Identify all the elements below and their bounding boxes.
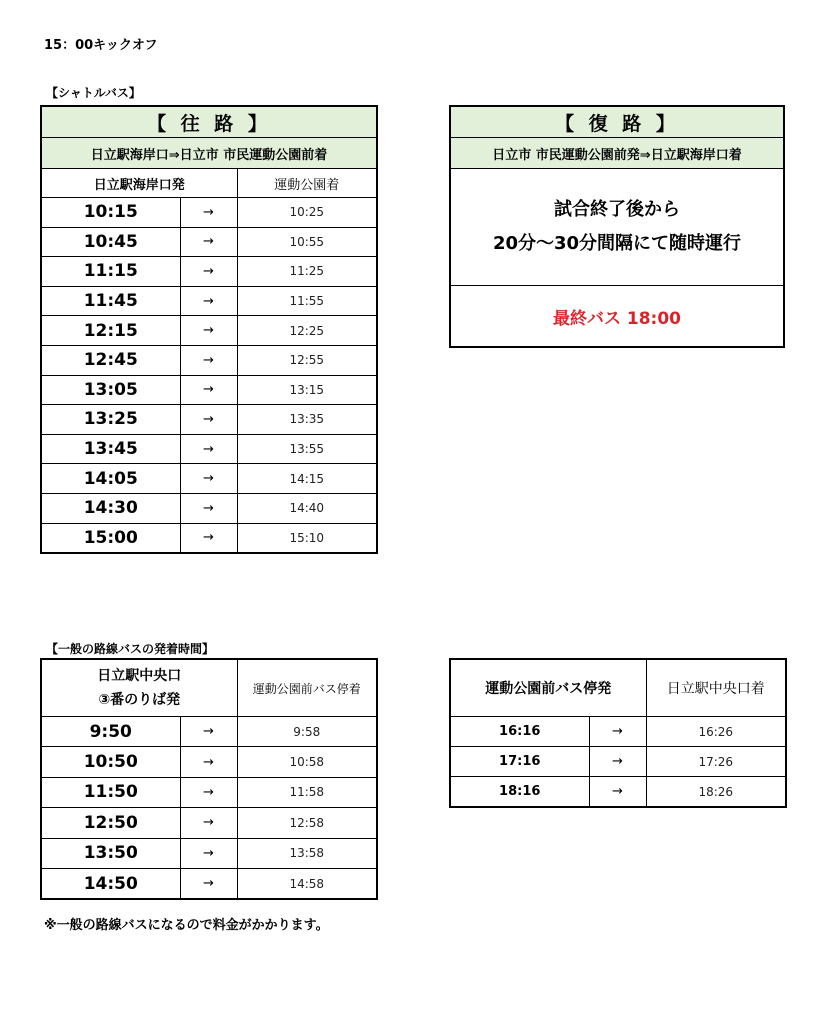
table-row [41, 464, 377, 494]
depart-time: 12:50 [41, 808, 180, 838]
local-outbound-depart-line2: ③番のりば発 [98, 692, 181, 708]
table-row [41, 227, 377, 257]
return-info-line1: 試合終了後から [554, 199, 680, 220]
arrive-time: 10:25 [237, 198, 377, 228]
depart-time: 14:50 [41, 868, 180, 899]
table-row [41, 257, 377, 287]
depart-time: 10:15 [41, 198, 180, 228]
depart-time: 12:15 [41, 316, 180, 346]
arrow-icon: → [180, 868, 237, 899]
depart-time: 13:45 [41, 434, 180, 464]
table-row [41, 345, 377, 375]
local-outbound-rows [41, 717, 377, 900]
table-row [41, 434, 377, 464]
outbound-depart-header: 日立駅海岸口発 [41, 169, 237, 198]
depart-time: 16:16 [450, 717, 589, 747]
arrive-time: 11:55 [237, 286, 377, 316]
shuttle-section-label: 【シャトルバス】 [46, 86, 141, 100]
depart-time: 12:45 [41, 345, 180, 375]
arrow-icon: → [180, 523, 237, 553]
local-bus-section-label: 【一般の路線バスの発着時間】 [46, 642, 215, 656]
arrive-time: 12:58 [237, 808, 377, 838]
arrive-time: 12:25 [237, 316, 377, 346]
arrive-time: 14:40 [237, 493, 377, 523]
outbound-route: 日立駅海岸口⇒日立市 市民運動公園前着 [41, 138, 377, 169]
arrive-time: 12:55 [237, 345, 377, 375]
arrow-icon: → [180, 316, 237, 346]
arrive-time: 10:55 [237, 227, 377, 257]
local-outbound-depart-header [41, 659, 237, 717]
depart-time: 9:50 [41, 717, 180, 747]
arrow-icon: → [180, 198, 237, 228]
arrow-icon: → [180, 405, 237, 435]
table-row [41, 717, 377, 747]
local-outbound-arrive-header: 運動公園前バス停着 [237, 659, 377, 717]
table-row [41, 868, 377, 899]
table-row [41, 198, 377, 228]
return-info-line2: 20分～30分間隔にて随時運行 [492, 233, 742, 254]
depart-time: 18:16 [450, 777, 589, 808]
table-row [41, 316, 377, 346]
arrow-icon: → [180, 286, 237, 316]
table-row [41, 375, 377, 405]
arrive-time: 16:26 [646, 717, 786, 747]
return-route: 日立市 市民運動公園前発⇒日立駅海岸口着 [450, 138, 784, 169]
arrow-icon: → [589, 747, 646, 777]
depart-time: 13:05 [41, 375, 180, 405]
arrive-time: 18:26 [646, 777, 786, 808]
arrive-time: 13:58 [237, 838, 377, 868]
arrow-icon: → [180, 227, 237, 257]
arrive-time: 14:58 [237, 868, 377, 899]
table-row [41, 286, 377, 316]
arrow-icon: → [180, 777, 237, 807]
table-row [450, 717, 786, 747]
arrive-time: 13:35 [237, 405, 377, 435]
fare-note: ※一般の路線バスになるので料金がかかります。 [44, 918, 329, 933]
shuttle-outbound-table [40, 105, 378, 554]
arrive-time: 11:25 [237, 257, 377, 287]
outbound-title: 【 往 路 】 [41, 106, 377, 138]
arrow-icon: → [180, 464, 237, 494]
arrive-time: 14:15 [237, 464, 377, 494]
depart-time: 15:00 [41, 523, 180, 553]
arrow-icon: → [180, 717, 237, 747]
depart-time: 17:16 [450, 747, 589, 777]
table-row [450, 777, 786, 808]
depart-time: 10:50 [41, 747, 180, 777]
arrive-time: 9:58 [237, 717, 377, 747]
arrow-icon: → [589, 777, 646, 808]
outbound-rows [41, 198, 377, 554]
depart-time: 14:30 [41, 493, 180, 523]
local-return-table [449, 658, 787, 808]
outbound-arrive-header: 運動公園着 [237, 169, 377, 198]
shuttle-return-table [449, 105, 785, 348]
local-outbound-depart-line1: 日立駅中央口 [97, 668, 182, 684]
table-row [41, 493, 377, 523]
depart-time: 11:50 [41, 777, 180, 807]
arrive-time: 17:26 [646, 747, 786, 777]
table-row [41, 777, 377, 807]
table-row [41, 808, 377, 838]
last-bus: 最終バス 18:00 [450, 286, 784, 348]
arrive-time: 10:58 [237, 747, 377, 777]
arrow-icon: → [180, 747, 237, 777]
depart-time: 13:50 [41, 838, 180, 868]
arrow-icon: → [180, 257, 237, 287]
return-title: 【 復 路 】 [450, 106, 784, 138]
depart-time: 14:05 [41, 464, 180, 494]
depart-time: 13:25 [41, 405, 180, 435]
local-return-arrive-header: 日立駅中央口着 [646, 659, 786, 717]
arrow-icon: → [180, 493, 237, 523]
table-row [41, 405, 377, 435]
arrow-icon: → [589, 717, 646, 747]
arrow-icon: → [180, 838, 237, 868]
arrow-icon: → [180, 375, 237, 405]
table-row [41, 838, 377, 868]
table-row [41, 747, 377, 777]
arrive-time: 13:15 [237, 375, 377, 405]
depart-time: 11:15 [41, 257, 180, 287]
depart-time: 11:45 [41, 286, 180, 316]
local-outbound-table [40, 658, 378, 900]
depart-time: 10:45 [41, 227, 180, 257]
local-return-depart-header: 運動公園前バス停発 [450, 659, 646, 717]
kickoff-time: 15：00キックオフ [44, 38, 158, 53]
arrow-icon: → [180, 345, 237, 375]
arrive-time: 13:55 [237, 434, 377, 464]
arrow-icon: → [180, 434, 237, 464]
arrive-time: 15:10 [237, 523, 377, 553]
table-row [41, 523, 377, 553]
arrow-icon: → [180, 808, 237, 838]
arrive-time: 11:58 [237, 777, 377, 807]
return-info [450, 169, 784, 286]
local-return-rows [450, 717, 786, 808]
table-row [450, 747, 786, 777]
